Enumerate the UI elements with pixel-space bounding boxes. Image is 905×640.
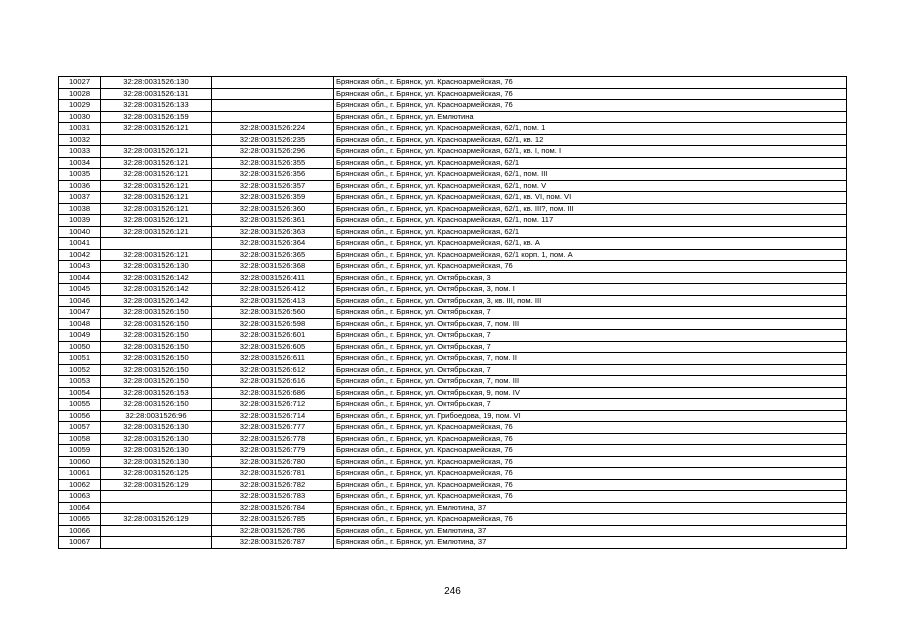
- record-number-cell: 10045: [59, 284, 101, 296]
- premises-cadastral-cell: 32:28:0031526:778: [212, 433, 334, 445]
- land-cadastral-cell: 32:28:0031526:121: [101, 157, 212, 169]
- land-cadastral-cell: 32:28:0031526:133: [101, 100, 212, 112]
- land-cadastral-cell: 32:28:0031526:150: [101, 353, 212, 365]
- record-number-cell: 10042: [59, 249, 101, 261]
- table-row: [59, 376, 847, 388]
- land-cadastral-cell: 32:28:0031526:130: [101, 433, 212, 445]
- record-number-cell: 10034: [59, 157, 101, 169]
- premises-cadastral-cell: 32:28:0031526:780: [212, 456, 334, 468]
- record-number-cell: 10027: [59, 77, 101, 89]
- record-number-cell: 10055: [59, 399, 101, 411]
- land-cadastral-cell: 32:28:0031526:150: [101, 376, 212, 388]
- page-number: 246: [444, 586, 461, 597]
- table-row: [59, 456, 847, 468]
- record-number-cell: 10066: [59, 525, 101, 537]
- premises-cadastral-cell: 32:28:0031526:611: [212, 353, 334, 365]
- table-row: [59, 284, 847, 296]
- address-cell: Брянская обл., г. Брянск, ул. Красноармейская, 62/1, пом. 1: [334, 123, 847, 135]
- address-cell: Брянская обл., г. Брянск, ул. Красноармейская, 62/1, пом. V: [334, 180, 847, 192]
- table-row: [59, 514, 847, 526]
- record-number-cell: 10028: [59, 88, 101, 100]
- premises-cadastral-cell: 32:28:0031526:616: [212, 376, 334, 388]
- table-row: [59, 525, 847, 537]
- land-cadastral-cell: 32:28:0031526:121: [101, 226, 212, 238]
- land-cadastral-cell: [101, 134, 212, 146]
- record-number-cell: 10048: [59, 318, 101, 330]
- table-row: [59, 169, 847, 181]
- address-cell: Брянская обл., г. Брянск, ул. Красноармейская, 76: [334, 468, 847, 480]
- address-cell: Брянская обл., г. Брянск, ул. Октябрьская, 9, пом. IV: [334, 387, 847, 399]
- premises-cadastral-cell: 32:28:0031526:781: [212, 468, 334, 480]
- record-number-cell: 10047: [59, 307, 101, 319]
- premises-cadastral-cell: 32:28:0031526:355: [212, 157, 334, 169]
- record-number-cell: 10036: [59, 180, 101, 192]
- premises-cadastral-cell: 32:28:0031526:777: [212, 422, 334, 434]
- land-cadastral-cell: 32:28:0031526:150: [101, 330, 212, 342]
- record-number-cell: 10030: [59, 111, 101, 123]
- land-cadastral-cell: 32:28:0031526:129: [101, 479, 212, 491]
- registry-table: [58, 76, 847, 549]
- record-number-cell: 10050: [59, 341, 101, 353]
- table-row: [59, 399, 847, 411]
- premises-cadastral-cell: 32:28:0031526:359: [212, 192, 334, 204]
- address-cell: Брянская обл., г. Брянск, ул. Красноармейская, 76: [334, 422, 847, 434]
- premises-cadastral-cell: 32:28:0031526:787: [212, 537, 334, 549]
- table-row: [59, 387, 847, 399]
- table-row: [59, 318, 847, 330]
- table-row: [59, 146, 847, 158]
- land-cadastral-cell: [101, 238, 212, 250]
- land-cadastral-cell: 32:28:0031526:131: [101, 88, 212, 100]
- premises-cadastral-cell: 32:28:0031526:598: [212, 318, 334, 330]
- land-cadastral-cell: 32:28:0031526:130: [101, 77, 212, 89]
- address-cell: Брянская обл., г. Брянск, ул. Октябрьская, 7: [334, 364, 847, 376]
- table-row: [59, 238, 847, 250]
- address-cell: Брянская обл., г. Брянск, ул. Октябрьская, 7: [334, 399, 847, 411]
- premises-cadastral-cell: [212, 77, 334, 89]
- table-row: [59, 479, 847, 491]
- premises-cadastral-cell: 32:28:0031526:413: [212, 295, 334, 307]
- record-number-cell: 10057: [59, 422, 101, 434]
- land-cadastral-cell: 32:28:0031526:121: [101, 249, 212, 261]
- address-cell: Брянская обл., г. Брянск, ул. Октябрьская, 7: [334, 341, 847, 353]
- table-row: [59, 307, 847, 319]
- premises-cadastral-cell: 32:28:0031526:782: [212, 479, 334, 491]
- address-cell: Брянская обл., г. Брянск, ул. Октябрьская, 3, пом. I: [334, 284, 847, 296]
- table-row: [59, 226, 847, 238]
- land-cadastral-cell: 32:28:0031526:121: [101, 215, 212, 227]
- premises-cadastral-cell: [212, 111, 334, 123]
- land-cadastral-cell: 32:28:0031526:142: [101, 272, 212, 284]
- premises-cadastral-cell: 32:28:0031526:686: [212, 387, 334, 399]
- record-number-cell: 10052: [59, 364, 101, 376]
- table-row: [59, 203, 847, 215]
- table-row: [59, 341, 847, 353]
- land-cadastral-cell: 32:28:0031526:150: [101, 399, 212, 411]
- record-number-cell: 10063: [59, 491, 101, 503]
- address-cell: Брянская обл., г. Брянск, ул. Красноармейская, 62/1, кв. А: [334, 238, 847, 250]
- table-row: [59, 410, 847, 422]
- land-cadastral-cell: [101, 537, 212, 549]
- record-number-cell: 10033: [59, 146, 101, 158]
- address-cell: Брянская обл., г. Брянск, ул. Красноармейская, 62/1, кв. VI, пом. VI: [334, 192, 847, 204]
- premises-cadastral-cell: [212, 100, 334, 112]
- premises-cadastral-cell: 32:28:0031526:235: [212, 134, 334, 146]
- premises-cadastral-cell: 32:28:0031526:357: [212, 180, 334, 192]
- land-cadastral-cell: 32:28:0031526:142: [101, 284, 212, 296]
- land-cadastral-cell: 32:28:0031526:130: [101, 456, 212, 468]
- land-cadastral-cell: [101, 491, 212, 503]
- record-number-cell: 10040: [59, 226, 101, 238]
- record-number-cell: 10051: [59, 353, 101, 365]
- record-number-cell: 10054: [59, 387, 101, 399]
- record-number-cell: 10031: [59, 123, 101, 135]
- premises-cadastral-cell: 32:28:0031526:363: [212, 226, 334, 238]
- table-row: [59, 180, 847, 192]
- record-number-cell: 10060: [59, 456, 101, 468]
- record-number-cell: 10035: [59, 169, 101, 181]
- premises-cadastral-cell: [212, 88, 334, 100]
- premises-cadastral-cell: 32:28:0031526:412: [212, 284, 334, 296]
- address-cell: Брянская обл., г. Брянск, ул. Красноармейская, 62/1, кв. III?, пом. III: [334, 203, 847, 215]
- land-cadastral-cell: 32:28:0031526:121: [101, 169, 212, 181]
- premises-cadastral-cell: 32:28:0031526:296: [212, 146, 334, 158]
- record-number-cell: 10044: [59, 272, 101, 284]
- record-number-cell: 10043: [59, 261, 101, 273]
- land-cadastral-cell: 32:28:0031526:142: [101, 295, 212, 307]
- address-cell: Брянская обл., г. Брянск, ул. Красноармейская, 76: [334, 88, 847, 100]
- record-number-cell: 10038: [59, 203, 101, 215]
- address-cell: Брянская обл., г. Брянск, ул. Грибоедова, 19, пом. VI: [334, 410, 847, 422]
- address-cell: Брянская обл., г. Брянск, ул. Октябрьская, 7, пом. III: [334, 376, 847, 388]
- address-cell: Брянская обл., г. Брянск, ул. Октябрьская, 7: [334, 330, 847, 342]
- address-cell: Брянская обл., г. Брянск, ул. Красноармейская, 62/1, кв. I, пом. I: [334, 146, 847, 158]
- premises-cadastral-cell: 32:28:0031526:783: [212, 491, 334, 503]
- address-cell: Брянская обл., г. Брянск, ул. Красноармейская, 76: [334, 456, 847, 468]
- table-row: [59, 491, 847, 503]
- premises-cadastral-cell: 32:28:0031526:601: [212, 330, 334, 342]
- premises-cadastral-cell: 32:28:0031526:360: [212, 203, 334, 215]
- premises-cadastral-cell: 32:28:0031526:605: [212, 341, 334, 353]
- premises-cadastral-cell: 32:28:0031526:714: [212, 410, 334, 422]
- premises-cadastral-cell: 32:28:0031526:785: [212, 514, 334, 526]
- record-number-cell: 10041: [59, 238, 101, 250]
- premises-cadastral-cell: 32:28:0031526:786: [212, 525, 334, 537]
- address-cell: Брянская обл., г. Брянск, ул. Красноармейская, 76: [334, 479, 847, 491]
- table-row: [59, 215, 847, 227]
- address-cell: Брянская обл., г. Брянск, ул. Октябрьская, 7, пом. II: [334, 353, 847, 365]
- land-cadastral-cell: 32:28:0031526:150: [101, 318, 212, 330]
- land-cadastral-cell: 32:28:0031526:159: [101, 111, 212, 123]
- table-row: [59, 364, 847, 376]
- record-number-cell: 10056: [59, 410, 101, 422]
- land-cadastral-cell: 32:28:0031526:125: [101, 468, 212, 480]
- address-cell: Брянская обл., г. Брянск, ул. Емлютина: [334, 111, 847, 123]
- table-row: [59, 537, 847, 549]
- land-cadastral-cell: 32:28:0031526:129: [101, 514, 212, 526]
- premises-cadastral-cell: 32:28:0031526:612: [212, 364, 334, 376]
- address-cell: Брянская обл., г. Брянск, ул. Октябрьская, 3, кв. III, пом. III: [334, 295, 847, 307]
- premises-cadastral-cell: 32:28:0031526:712: [212, 399, 334, 411]
- record-number-cell: 10032: [59, 134, 101, 146]
- address-cell: Брянская обл., г. Брянск, ул. Октябрьская, 3: [334, 272, 847, 284]
- record-number-cell: 10062: [59, 479, 101, 491]
- land-cadastral-cell: 32:28:0031526:130: [101, 445, 212, 457]
- record-number-cell: 10059: [59, 445, 101, 457]
- land-cadastral-cell: [101, 525, 212, 537]
- premises-cadastral-cell: 32:28:0031526:368: [212, 261, 334, 273]
- address-cell: Брянская обл., г. Брянск, ул. Емлютина, 37: [334, 537, 847, 549]
- record-number-cell: 10029: [59, 100, 101, 112]
- record-number-cell: 10067: [59, 537, 101, 549]
- record-number-cell: 10046: [59, 295, 101, 307]
- table-row: [59, 88, 847, 100]
- land-cadastral-cell: 32:28:0031526:121: [101, 146, 212, 158]
- address-cell: Брянская обл., г. Брянск, ул. Красноармейская, 76: [334, 100, 847, 112]
- land-cadastral-cell: [101, 502, 212, 514]
- table-row: [59, 134, 847, 146]
- record-number-cell: 10049: [59, 330, 101, 342]
- land-cadastral-cell: 32:28:0031526:150: [101, 364, 212, 376]
- record-number-cell: 10064: [59, 502, 101, 514]
- premises-cadastral-cell: 32:28:0031526:365: [212, 249, 334, 261]
- premises-cadastral-cell: 32:28:0031526:560: [212, 307, 334, 319]
- table-row: [59, 77, 847, 89]
- table-row: [59, 123, 847, 135]
- address-cell: Брянская обл., г. Брянск, ул. Октябрьская, 7: [334, 307, 847, 319]
- record-number-cell: 10058: [59, 433, 101, 445]
- table-row: [59, 192, 847, 204]
- address-cell: Брянская обл., г. Брянск, ул. Красноармейская, 62/1: [334, 226, 847, 238]
- table-row: [59, 468, 847, 480]
- land-cadastral-cell: 32:28:0031526:130: [101, 261, 212, 273]
- land-cadastral-cell: 32:28:0031526:153: [101, 387, 212, 399]
- premises-cadastral-cell: 32:28:0031526:356: [212, 169, 334, 181]
- land-cadastral-cell: 32:28:0031526:121: [101, 192, 212, 204]
- record-number-cell: 10037: [59, 192, 101, 204]
- table-row: [59, 422, 847, 434]
- address-cell: Брянская обл., г. Брянск, ул. Красноармейская, 76: [334, 261, 847, 273]
- registry-body: [59, 77, 847, 549]
- address-cell: Брянская обл., г. Брянск, ул. Красноармейская, 62/1, пом. 117: [334, 215, 847, 227]
- record-number-cell: 10039: [59, 215, 101, 227]
- table-row: [59, 272, 847, 284]
- address-cell: Брянская обл., г. Брянск, ул. Красноармейская, 62/1, кв. 12: [334, 134, 847, 146]
- premises-cadastral-cell: 32:28:0031526:784: [212, 502, 334, 514]
- premises-cadastral-cell: 32:28:0031526:364: [212, 238, 334, 250]
- land-cadastral-cell: 32:28:0031526:121: [101, 123, 212, 135]
- table-row: [59, 353, 847, 365]
- premises-cadastral-cell: 32:28:0031526:224: [212, 123, 334, 135]
- land-cadastral-cell: 32:28:0031526:150: [101, 307, 212, 319]
- table-row: [59, 445, 847, 457]
- table-row: [59, 330, 847, 342]
- record-number-cell: 10053: [59, 376, 101, 388]
- address-cell: Брянская обл., г. Брянск, ул. Красноармейская, 76: [334, 491, 847, 503]
- land-cadastral-cell: 32:28:0031526:121: [101, 203, 212, 215]
- land-cadastral-cell: 32:28:0031526:121: [101, 180, 212, 192]
- address-cell: Брянская обл., г. Брянск, ул. Красноармейская, 62/1: [334, 157, 847, 169]
- table-row: [59, 295, 847, 307]
- address-cell: Брянская обл., г. Брянск, ул. Емлютина, 37: [334, 525, 847, 537]
- address-cell: Брянская обл., г. Брянск, ул. Красноармейская, 76: [334, 445, 847, 457]
- table-row: [59, 261, 847, 273]
- address-cell: Брянская обл., г. Брянск, ул. Красноармейская, 76: [334, 433, 847, 445]
- address-cell: Брянская обл., г. Брянск, ул. Красноармейская, 62/1 корп. 1, пом. А: [334, 249, 847, 261]
- table-row: [59, 157, 847, 169]
- land-cadastral-cell: 32:28:0031526:96: [101, 410, 212, 422]
- land-cadastral-cell: 32:28:0031526:150: [101, 341, 212, 353]
- premises-cadastral-cell: 32:28:0031526:779: [212, 445, 334, 457]
- table-row: [59, 249, 847, 261]
- table-row: [59, 433, 847, 445]
- record-number-cell: 10061: [59, 468, 101, 480]
- address-cell: Брянская обл., г. Брянск, ул. Емлютина, 37: [334, 502, 847, 514]
- address-cell: Брянская обл., г. Брянск, ул. Красноармейская, 76: [334, 514, 847, 526]
- address-cell: Брянская обл., г. Брянск, ул. Красноармейская, 62/1, пом. III: [334, 169, 847, 181]
- table-row: [59, 502, 847, 514]
- record-number-cell: 10065: [59, 514, 101, 526]
- premises-cadastral-cell: 32:28:0031526:411: [212, 272, 334, 284]
- address-cell: Брянская обл., г. Брянск, ул. Октябрьская, 7, пом. III: [334, 318, 847, 330]
- land-cadastral-cell: 32:28:0031526:130: [101, 422, 212, 434]
- premises-cadastral-cell: 32:28:0031526:361: [212, 215, 334, 227]
- table-row: [59, 111, 847, 123]
- address-cell: Брянская обл., г. Брянск, ул. Красноармейская, 76: [334, 77, 847, 89]
- table-row: [59, 100, 847, 112]
